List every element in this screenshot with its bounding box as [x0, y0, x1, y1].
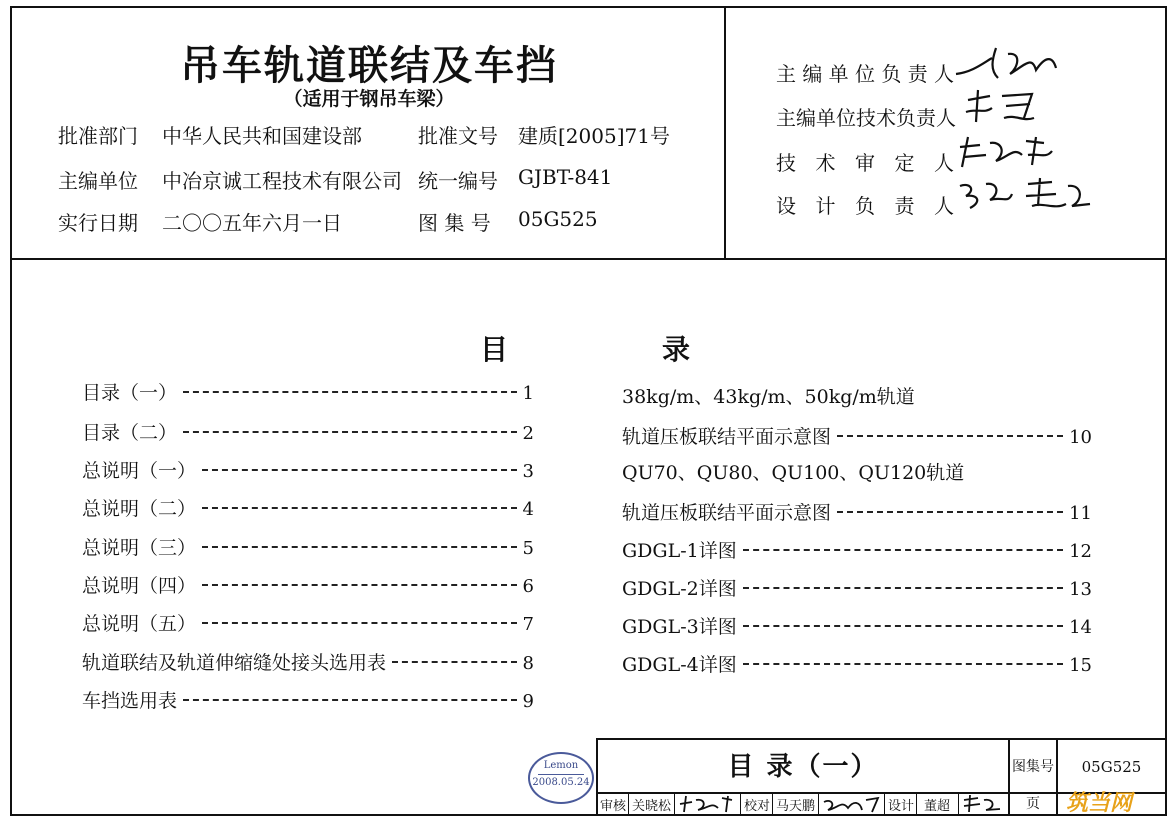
leader-dots	[202, 546, 517, 548]
atlas-value: 05G525	[1058, 740, 1165, 794]
toc-entry[interactable]	[82, 378, 534, 405]
toc-entry-page: 9	[522, 691, 534, 712]
toc-entry-label: 轨道联结及轨道伸缩缝处接头选用表	[82, 652, 387, 674]
leader-dots	[743, 663, 1063, 665]
signature-row	[776, 190, 954, 219]
handwritten-signature-icon	[822, 794, 882, 814]
toc-entry-label: 总说明（四）	[82, 575, 197, 597]
stamp-date: 2008.05.24	[532, 777, 590, 788]
design-name: 董超	[924, 799, 951, 814]
cell-divider	[916, 794, 917, 814]
meta-value: 建质[2005]71号	[518, 124, 670, 148]
leader-dots	[183, 431, 517, 433]
leader-dots	[837, 435, 1063, 437]
leader-dots	[743, 625, 1063, 627]
toc-group-title: 38kg/m、43kg/m、50kg/m轨道	[622, 386, 915, 408]
cover-header	[12, 8, 1165, 260]
cell-divider	[958, 794, 959, 814]
toc-entry[interactable]	[82, 609, 534, 636]
toc-entry[interactable]	[82, 571, 534, 598]
toc-entry-label: 总说明（一）	[82, 460, 197, 482]
page-subtitle: （适用于钢吊车梁）	[283, 88, 455, 110]
review-label: 审核	[600, 799, 627, 814]
leader-dots	[202, 584, 517, 586]
toc-entry-page: 6	[522, 576, 534, 597]
handwritten-signature-icon	[952, 44, 1102, 84]
approval-strip	[598, 794, 1010, 814]
toc-entry-page: 1	[522, 383, 534, 404]
signature-row	[776, 102, 956, 131]
toc-entry[interactable]	[82, 648, 534, 675]
toc-entry[interactable]	[622, 422, 1092, 449]
toc-entry[interactable]	[622, 574, 1092, 601]
toc-entry-label: 总说明（五）	[82, 613, 197, 635]
toc-entry-page: 4	[522, 499, 534, 520]
meta-label: 主编单位	[58, 169, 138, 193]
atlas-label: 图集号	[1010, 740, 1058, 794]
toc-entry-page: 12	[1069, 541, 1092, 562]
leader-dots	[392, 661, 517, 663]
cell-divider	[818, 794, 819, 814]
cell-divider	[772, 794, 773, 814]
toc-entry[interactable]	[622, 498, 1092, 525]
toc-entry-label: 轨道压板联结平面示意图	[622, 502, 832, 524]
meta-label: 批准部门	[58, 124, 138, 148]
meta-value: 二〇〇五年六月一日	[162, 211, 342, 235]
cell-divider	[884, 794, 885, 814]
toc-entry-label: 目录（二）	[82, 422, 178, 444]
stamp-name: Lemon	[543, 760, 579, 771]
handwritten-signature-icon	[956, 176, 1106, 216]
cell-divider	[740, 794, 741, 814]
toc-entry[interactable]	[622, 612, 1092, 639]
handwritten-signature-icon	[962, 794, 1008, 814]
cell-divider	[674, 794, 675, 814]
toc-entry-label: 车挡选用表	[82, 690, 178, 712]
check-name: 马天鹏	[776, 799, 816, 814]
toc-entry[interactable]	[82, 494, 534, 521]
drawing-sheet	[10, 6, 1167, 816]
toc-entry-page: 5	[522, 538, 534, 559]
toc-entry-page: 2	[522, 423, 534, 444]
toc-entry-page: 11	[1069, 503, 1092, 524]
signature-label: 技术审定人	[776, 151, 954, 175]
meta-value: 中冶京诚工程技术有限公司	[162, 169, 402, 193]
toc-entry[interactable]	[82, 418, 534, 445]
page-label: 页	[1010, 794, 1058, 814]
leader-dots	[837, 511, 1063, 513]
signature-label: 主编单位技术负责人	[776, 106, 956, 130]
meta-label: 批准文号	[418, 124, 498, 148]
toc-entry[interactable]	[82, 456, 534, 483]
review-stamp	[528, 752, 594, 804]
toc-entry[interactable]	[622, 650, 1092, 677]
handwritten-signature-icon	[956, 133, 1076, 173]
toc-group-title: QU70、QU80、QU100、QU120轨道	[622, 462, 965, 484]
meta-value: 中华人民共和国建设部	[162, 124, 362, 148]
meta-label: 图 集 号	[418, 211, 491, 235]
toc-entry-label: 总说明（二）	[82, 498, 197, 520]
signature-label: 设计负责人	[776, 194, 954, 218]
meta-value: 05G525	[518, 207, 598, 231]
leader-dots	[743, 587, 1063, 589]
leader-dots	[183, 391, 517, 393]
toc-entry-label: GDGL-3详图	[622, 616, 737, 638]
leader-dots	[202, 507, 517, 509]
meta-value: GJBT-841	[518, 165, 613, 189]
page-title: 吊车轨道联结及车挡	[180, 43, 558, 89]
toc-entry-page: 15	[1069, 655, 1092, 676]
meta-label: 统一编号	[418, 169, 498, 193]
toc-entry-page: 8	[522, 653, 534, 674]
toc-entry-page: 7	[522, 614, 534, 635]
toc-heading-left: 目	[480, 333, 509, 366]
toc-entry-page: 3	[522, 461, 534, 482]
toc-entry[interactable]	[622, 536, 1092, 563]
toc-entry-label: 轨道压板联结平面示意图	[622, 426, 832, 448]
toc-entry-label: GDGL-4详图	[622, 654, 737, 676]
leader-dots	[183, 699, 517, 701]
toc-entry[interactable]	[82, 533, 534, 560]
header-info-panel	[12, 8, 726, 258]
site-watermark: 筑当网	[1066, 791, 1133, 816]
leader-dots	[743, 549, 1063, 551]
stamp-divider	[538, 774, 584, 775]
meta-label: 实行日期	[58, 211, 138, 235]
toc-entry-page: 13	[1069, 579, 1092, 600]
signature-row	[776, 147, 954, 176]
toc-entry-label: GDGL-1详图	[622, 540, 737, 562]
handwritten-signature-icon	[678, 794, 740, 814]
toc-entry-label: 总说明（三）	[82, 537, 197, 559]
leader-dots	[202, 622, 517, 624]
toc-heading-right: 录	[662, 333, 691, 366]
toc-entry[interactable]	[82, 686, 534, 713]
sheet-title: 目 录（一）	[598, 740, 1010, 794]
review-name: 关晓松	[632, 799, 672, 814]
signature-panel	[728, 8, 1165, 258]
toc-entry-page: 10	[1069, 427, 1092, 448]
design-label: 设计	[888, 799, 915, 814]
signature-label: 主编单位负责人	[776, 62, 954, 86]
check-label: 校对	[744, 799, 771, 814]
toc-entry-page: 14	[1069, 617, 1092, 638]
handwritten-signature-icon	[962, 88, 1062, 128]
toc-entry-label: 目录（一）	[82, 382, 178, 404]
leader-dots	[202, 469, 517, 471]
signature-row	[776, 58, 954, 87]
cell-divider	[628, 794, 629, 814]
toc-entry-label: GDGL-2详图	[622, 578, 737, 600]
